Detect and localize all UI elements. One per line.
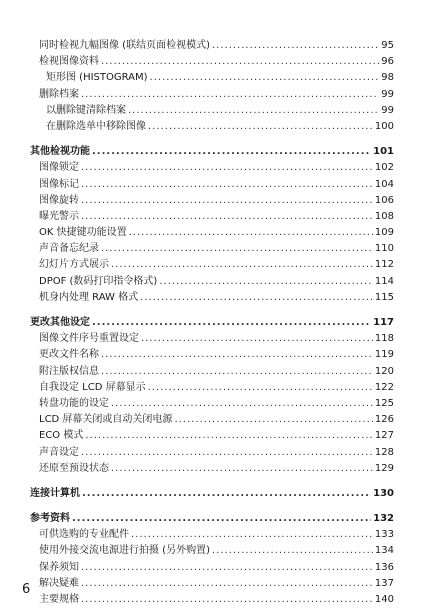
toc-entry-title: 参考资料 (30, 513, 70, 525)
toc-entry (30, 193, 394, 209)
dot-leader (141, 331, 373, 347)
toc-entry-title: 同时检视九幅图像 (联结页面检视模式) (39, 40, 210, 51)
toc-page-number: 120 (374, 365, 394, 377)
toc-page-number: 133 (374, 529, 394, 541)
dot-leader (81, 177, 373, 193)
toc-page-number: 128 (374, 446, 394, 458)
toc-entry (30, 576, 394, 592)
toc-entry (30, 54, 394, 70)
toc-entry (30, 70, 394, 86)
toc-entry-title: DPOF (数码打印指令格式) (39, 275, 158, 287)
toc-entry-title: 图像标记 (39, 178, 79, 190)
toc-page-number: 140 (374, 594, 394, 605)
toc-entry (30, 428, 394, 444)
toc-page-number: 130 (373, 487, 394, 499)
dot-leader (81, 445, 373, 461)
toc-entry (30, 543, 394, 559)
toc-entry (30, 274, 394, 290)
toc-page-number: 125 (374, 397, 394, 409)
toc-page-number: 137 (374, 577, 394, 589)
toc-entry (30, 412, 394, 428)
toc-entry (30, 560, 394, 576)
toc-entry-title: 机身内处理 RAW 格式 (39, 291, 139, 303)
toc-entry (30, 290, 394, 306)
toc-entry-title: 保养须知 (39, 561, 79, 573)
toc-page-number: 102 (374, 162, 394, 174)
toc-page-number: 127 (374, 430, 394, 442)
toc-entry-title: 曝光警示 (39, 210, 79, 222)
toc-entry-title: 在删除选单中移除图像 (46, 120, 146, 132)
dot-leader (140, 290, 373, 306)
dot-leader (111, 461, 373, 477)
dot-leader (92, 144, 371, 160)
toc-entry-title: 矩形图 (HISTOGRAM) (46, 72, 148, 84)
toc-entry-title: 图像文件序号重置设定 (39, 333, 139, 345)
toc-entry (30, 225, 394, 241)
toc-entry-title: 声音设定 (39, 446, 79, 458)
dot-leader (81, 209, 373, 225)
toc-section-heading (30, 486, 394, 502)
section-gap (30, 135, 394, 144)
dot-leader (92, 315, 371, 331)
toc-entry-title: 更改其他设定 (30, 317, 90, 328)
dot-leader (81, 592, 373, 608)
dot-leader (81, 560, 373, 576)
toc-entry (30, 380, 394, 396)
toc-page-number: 108 (374, 210, 394, 222)
toc-entry-title: ECO 模式 (39, 430, 84, 442)
toc-entry-title: 使用外接交流电源进行拍摄 (另外购置) (39, 545, 210, 557)
toc-entry-title: 检视图像资料 (39, 56, 99, 68)
toc-page-number: 114 (374, 275, 394, 287)
toc-page-number: 115 (374, 291, 394, 303)
dot-leader (128, 103, 379, 119)
toc-page-number: 99 (381, 104, 394, 116)
dot-leader (150, 70, 380, 86)
toc-entry-title: 自我设定 LCD 屏幕显示 (39, 381, 146, 393)
dot-leader (129, 225, 373, 241)
toc-entry (30, 119, 394, 135)
toc-page-number: 101 (373, 146, 394, 158)
dot-leader (81, 160, 373, 176)
dot-leader (101, 347, 373, 363)
toc-entry-title: 更改文件名称 (39, 349, 99, 361)
toc-entry (30, 592, 394, 608)
dot-leader (81, 193, 373, 209)
dot-leader (101, 241, 373, 257)
toc-page-number: 136 (374, 561, 394, 573)
toc-section-heading (30, 315, 394, 331)
toc-entry (30, 331, 394, 347)
toc-page-number: 95 (381, 40, 394, 51)
dot-leader (101, 54, 379, 70)
dot-leader (148, 119, 373, 135)
toc-entry-title: 以删除键清除档案 (46, 104, 126, 116)
dot-leader (81, 576, 373, 592)
toc-entry-title: 幻灯片方式展示 (39, 259, 109, 271)
section-gap (30, 477, 394, 486)
toc-entry-title: 其他检视功能 (30, 146, 90, 158)
toc-page-number: 134 (374, 545, 394, 557)
table-of-contents (30, 38, 394, 608)
dot-leader (82, 486, 371, 502)
toc-entry-title: 图像锁定 (39, 162, 79, 174)
toc-section-heading (30, 511, 394, 527)
toc-entry (30, 160, 394, 176)
toc-page-number: 110 (374, 243, 394, 255)
toc-page-number: 109 (374, 227, 394, 239)
toc-entry (30, 38, 394, 54)
toc-entry-title: OK 快捷键功能设置 (39, 227, 127, 239)
toc-page-number: 96 (381, 56, 394, 68)
dot-leader (111, 257, 373, 273)
toc-entry (30, 396, 394, 412)
dot-leader (131, 527, 373, 543)
toc-page-number: 122 (374, 381, 394, 393)
section-gap (30, 306, 394, 315)
toc-page-number: 129 (374, 462, 394, 474)
toc-entry-title: 附注版权信息 (39, 365, 99, 377)
toc-entry-title: 声音备忘纪录 (39, 243, 99, 255)
toc-entry-title: 图像旋转 (39, 194, 79, 206)
toc-page-number: 126 (374, 414, 394, 426)
toc-section-heading (30, 144, 394, 160)
toc-entry (30, 87, 394, 103)
dot-leader (212, 38, 379, 54)
toc-entry (30, 364, 394, 380)
dot-leader (72, 511, 371, 527)
toc-entry (30, 347, 394, 363)
toc-page-number: 99 (381, 88, 394, 100)
dot-leader (81, 87, 379, 103)
toc-entry (30, 445, 394, 461)
toc-entry (30, 241, 394, 257)
toc-page-number: 132 (373, 513, 394, 525)
dot-leader (159, 274, 373, 290)
page-number: 6 (22, 582, 31, 597)
toc-entry-title: 可供选购的专业配件 (39, 529, 129, 541)
toc-entry (30, 209, 394, 225)
toc-entry-title: 连接计算机 (30, 487, 80, 499)
toc-page-number: 112 (374, 259, 394, 271)
toc-entry-title: 删除档案 (39, 88, 79, 100)
toc-page-number: 117 (373, 317, 394, 328)
dot-leader (101, 364, 373, 380)
toc-page-number: 106 (374, 194, 394, 206)
dot-leader (212, 543, 373, 559)
toc-entry (30, 257, 394, 273)
toc-page-number: 100 (374, 120, 394, 132)
toc-entry (30, 461, 394, 477)
dot-leader (85, 428, 373, 444)
toc-entry-title: 解决疑难 (39, 577, 79, 589)
section-gap (30, 502, 394, 511)
toc-entry (30, 103, 394, 119)
toc-page-number: 104 (374, 178, 394, 190)
toc-entry (30, 527, 394, 543)
toc-page-number: 98 (381, 72, 394, 84)
toc-entry-title: 转盘功能的设定 (39, 397, 109, 409)
dot-leader (111, 396, 373, 412)
dot-leader (148, 380, 373, 396)
toc-entry-title: 还原至预设状态 (39, 462, 109, 474)
toc-entry-title: LCD 屏幕关闭或自动关闭电源 (39, 414, 173, 426)
toc-page-number: 118 (374, 333, 394, 345)
toc-page-number: 119 (374, 349, 394, 361)
toc-entry (30, 177, 394, 193)
dot-leader (174, 412, 372, 428)
toc-entry-title: 主要规格 (39, 594, 79, 605)
